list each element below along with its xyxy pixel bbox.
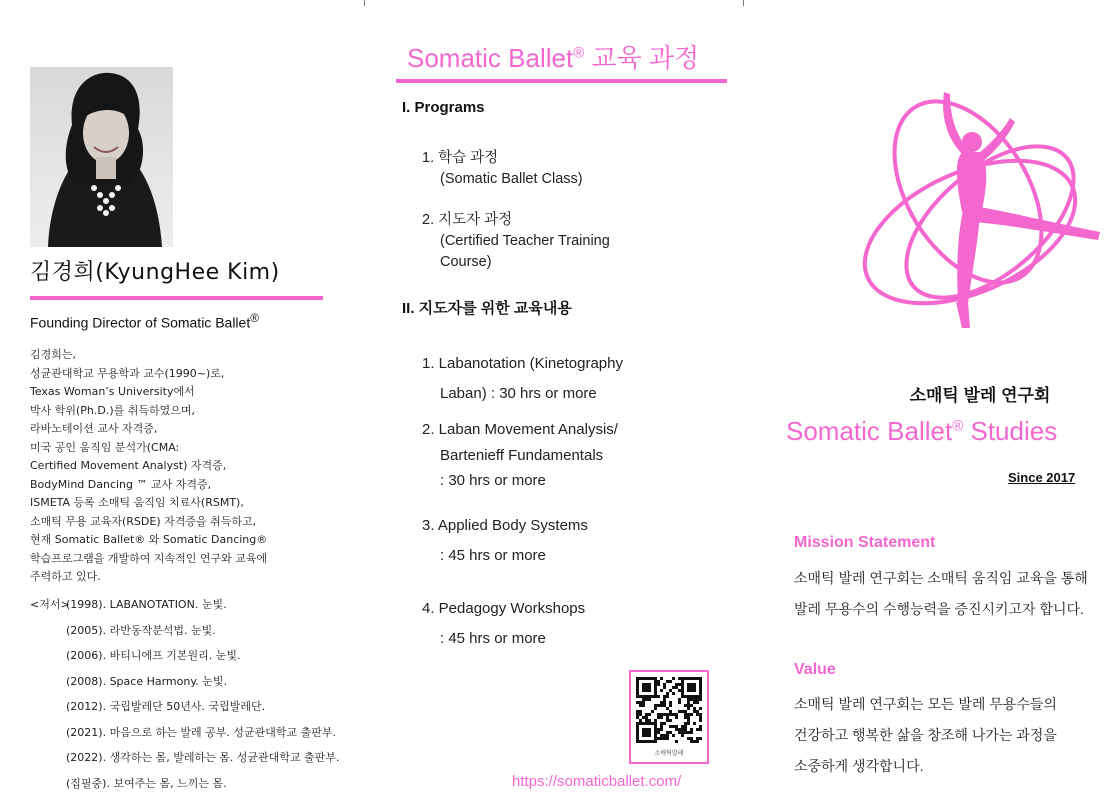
bio-line: 박사 학위(Ph.D.)를 취득하였으며,: [30, 403, 196, 417]
bio-line: Texas Woman’s University에서: [30, 385, 195, 398]
publication-entry: (2008). Space Harmony. 눈빛.: [66, 674, 228, 688]
course-title-text: Somatic Ballet: [407, 43, 574, 73]
publication-entry: (2006). 바티니에프 기본원리. 눈빛.: [66, 649, 241, 662]
curriculum-title: 2. Laban Movement Analysis/: [422, 421, 618, 438]
mission-text: [794, 563, 1114, 625]
curriculum-title: 4. Pedagogy Workshops: [422, 600, 586, 617]
org-panel: [770, 0, 1119, 809]
fold-mark-left: [364, 0, 365, 6]
bio-line: 학습프로그램을 개발하여 지속적인 연구와 교육에: [30, 551, 268, 565]
curriculum-detail: Bartenieff Fundamentals: [440, 446, 604, 464]
publication-item: [30, 673, 360, 699]
portrait-photo: [30, 67, 173, 247]
bio-line: 현재 Somatic Ballet® 와 Somatic Dancing®: [30, 533, 268, 546]
curriculum-title: 3. Applied Body Systems: [422, 517, 588, 534]
program-subtitle: Course): [440, 254, 492, 270]
publications-tag: <저서>: [30, 598, 70, 611]
publication-entry: (2005). 라반동작분석법. 눈빛.: [66, 623, 216, 637]
qr-code[interactable]: [629, 670, 709, 764]
publication-entry: (2022). 생각하는 몸, 발레하는 몸. 성균관대학교 출판부.: [66, 751, 340, 764]
reg-mark: ®: [952, 417, 964, 435]
section-programs-heading: I. Programs: [402, 99, 485, 116]
bio-line: ISMETA 등록 소매틱 움직임 치료사(RSMT),: [30, 496, 244, 509]
publication-item: [30, 622, 360, 648]
publication-item: [30, 724, 360, 750]
org-name-suffix: Studies: [963, 416, 1058, 446]
value-line: 소매틱 발레 연구회는 모든 발레 무용수들의: [794, 696, 1057, 712]
publication-item: [30, 749, 360, 775]
course-panel: [370, 0, 750, 809]
course-title: [407, 38, 699, 75]
program-title: 2. 지도자 과정: [422, 212, 513, 228]
mission-heading: Mission Statement: [794, 534, 936, 551]
mission-line: 소매틱 발레 연구회는 소매틱 움직임 교육을 통해: [794, 570, 1088, 586]
since-year: Since 2017: [1008, 470, 1076, 485]
publication-item: [30, 596, 360, 622]
curriculum-item: [422, 349, 623, 409]
bio-line: 김경희는,: [30, 348, 77, 361]
bio-text: [30, 346, 350, 587]
curriculum-item: [422, 417, 618, 494]
org-name-text: Somatic Ballet: [786, 416, 953, 446]
section-contents-heading: II. 지도자를 위한 교육내용: [402, 300, 572, 317]
bio-line: BodyMind Dancing ™ 교사 자격증,: [30, 477, 212, 491]
publication-entry: (2021). 마음으로 하는 발레 공부. 성균관대학교 출판부.: [66, 725, 336, 739]
publication-list: [30, 596, 360, 800]
curriculum-detail: : 45 hrs or more: [440, 630, 546, 647]
bio-line: 성균관대학교 무용학과 교수(1990~)로,: [30, 366, 225, 380]
program-subtitle: (Certified Teacher Training: [440, 233, 610, 249]
founding-text: Founding Director of Somatic Ballet: [30, 314, 251, 331]
bio-line: 라바노테이션 교사 자격증,: [30, 422, 158, 435]
program-subtitle: (Somatic Ballet Class): [440, 171, 583, 187]
name-underline: [30, 296, 323, 300]
course-title-suffix: 교육 과정: [584, 43, 700, 73]
curriculum-detail: Laban) : 30 hrs or more: [440, 385, 597, 402]
curriculum-detail: : 30 hrs or more: [440, 472, 546, 489]
mission-line: 발레 무용수의 수행능력을 증진시키고자 합니다.: [794, 601, 1084, 617]
bio-line: Certified Movement Analyst) 자격증,: [30, 459, 227, 472]
bio-line: 소매틱 무용 교육자(RSDE) 자격증을 취득하고,: [30, 514, 257, 528]
qr-pattern: [636, 677, 702, 743]
curriculum-item: [422, 594, 585, 654]
profile-panel: [0, 0, 360, 809]
director-name: 김경희(KyungHee Kim): [30, 260, 280, 285]
website-link[interactable]: https://somaticballet.com/: [512, 773, 682, 790]
course-title-underline: [396, 79, 727, 83]
reg-mark: ®: [250, 312, 259, 325]
curriculum-title: 1. Labanotation (Kinetography: [422, 355, 623, 372]
qr-caption: 소매틱발레: [654, 751, 684, 757]
org-name-korean: 소매틱 발레 연구회: [909, 386, 1051, 405]
program-item: [422, 210, 742, 273]
publication-entry: (집필중). 보여주는 몸, 느끼는 몸.: [66, 776, 227, 790]
publication-entry: (1998). LABANOTATION. 눈빛.: [66, 598, 227, 611]
value-heading: Value: [794, 661, 836, 678]
bio-line: 주력하고 있다.: [30, 570, 101, 583]
value-text: [794, 689, 1114, 782]
program-title: 1. 학습 과정: [422, 150, 499, 166]
curriculum-item: [422, 511, 588, 571]
reg-mark: ®: [573, 44, 585, 62]
curriculum-detail: : 45 hrs or more: [440, 547, 546, 564]
dancer-logo-icon: [840, 82, 1119, 332]
publication-item: [30, 698, 360, 724]
value-line: 소중하게 생각합니다.: [794, 758, 924, 774]
bio-line: 미국 공인 움직임 분석가(CMA:: [30, 440, 180, 454]
publication-item: [30, 647, 360, 673]
publication-item: [30, 775, 360, 801]
org-name-english: [786, 416, 1057, 447]
founding-title: [30, 312, 259, 331]
value-line: 건강하고 행복한 삶을 창조해 나가는 과정을: [794, 727, 1057, 743]
publication-entry: (2012). 국립발레단 50년사. 국립발레단.: [66, 700, 266, 713]
program-item: [422, 148, 742, 190]
